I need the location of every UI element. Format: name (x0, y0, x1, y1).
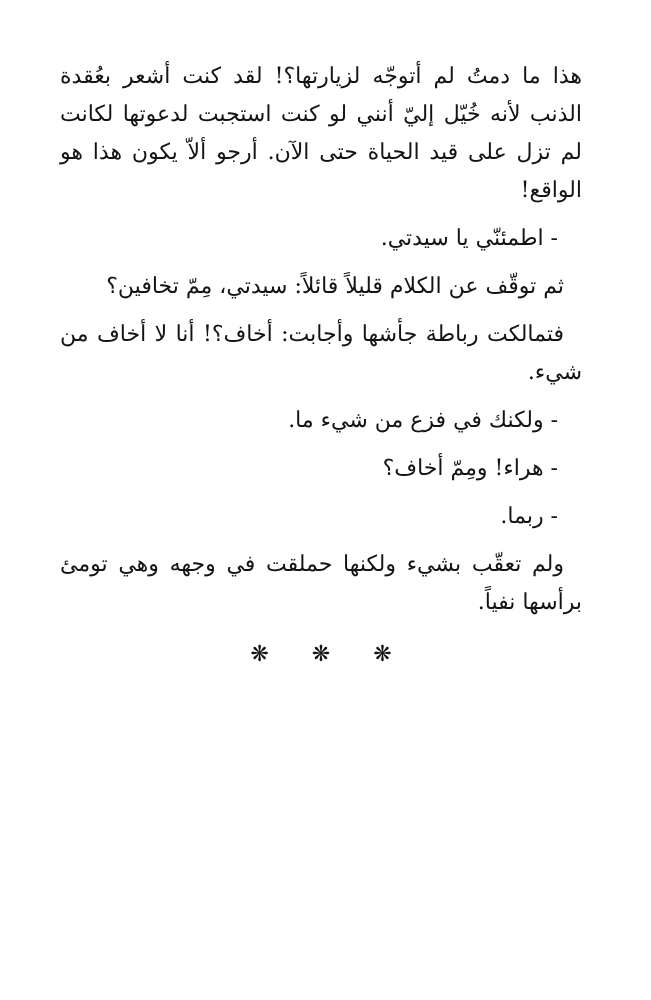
paragraph-1: هذا ما دمتُ لم أتوجّه لزيارتها؟! لقد كنت أشعر بعُقدة الذنب لأنه خُيّل إليّ أنني لو كنت استجبت لدعوتها لكانت لم تزل على قيد الحياة حتى الآن. أرجو ألاّ يكون هذا هو الواقع! (60, 64, 582, 203)
dialogue-line-2: - ولكنك في فزع من شيء ما. (288, 408, 558, 433)
book-page (60, 58, 582, 667)
dialogue-line-4: - ربما. (500, 504, 558, 529)
dialogue-line-1: - اطمئنّي يا سيدتي. (380, 226, 558, 251)
paragraph-2: ثم توقّف عن الكلام قليلاً قائلاً: سيدتي، مِمّ تخافين؟ (106, 274, 564, 299)
paragraph-3: فتمالكت رباطة جأشها وأجابت: أخاف؟! أنا لا أخاف من شيء. (60, 322, 582, 385)
section-separator: ❋ ❋ ❋ (250, 642, 410, 667)
dialogue-line-3: - هراء! ومِمّ أخاف؟ (382, 456, 558, 481)
paragraph-4: ولم تعقّب بشيء ولكنها حملقت في وجهه وهي تومئ برأسها نفياً. (60, 552, 582, 615)
